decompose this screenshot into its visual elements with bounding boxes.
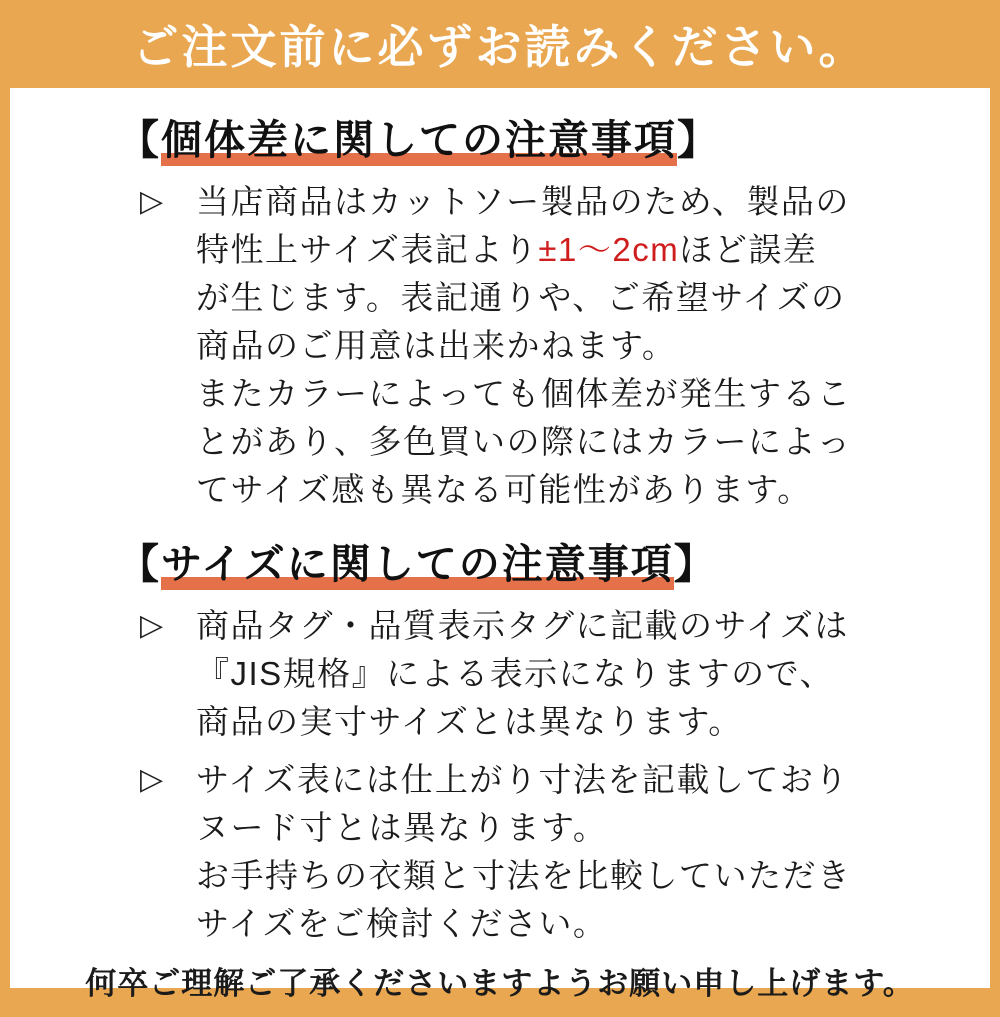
text-line: 商品タグ・品質表示タグに記載のサイズは bbox=[196, 607, 849, 644]
section-heading-kotaisa bbox=[118, 114, 910, 166]
text-line: てサイズ感も異なる可能性があります。 bbox=[196, 471, 812, 508]
banner-title: ご注文前に必ずお読みください。 bbox=[132, 21, 868, 73]
text-segment: ほど誤差 bbox=[679, 231, 818, 268]
content-area bbox=[10, 88, 990, 1001]
text-segment: 特性上サイズ表記より bbox=[196, 231, 539, 268]
triangle-bullet-icon: ▷ bbox=[140, 185, 164, 218]
text-line: ヌード寸とは異なります。 bbox=[196, 809, 608, 846]
notice-bullet-3 bbox=[140, 756, 910, 948]
notice-text-2 bbox=[196, 602, 849, 746]
notice-text-3 bbox=[196, 756, 852, 948]
heading-bracket-open: 【 bbox=[118, 117, 161, 163]
text-line: 商品の実寸サイズとは異なります。 bbox=[196, 703, 743, 740]
text-line: が生じます。表記通りや、ご希望サイズの bbox=[196, 279, 846, 316]
text-line: とがあり、多色買いの際にはカラーによっ bbox=[196, 423, 852, 460]
text-line: サイズ表には仕上がり寸法を記載しており bbox=[196, 761, 849, 798]
text-line bbox=[196, 226, 852, 274]
heading-bracket-open: 【 bbox=[118, 541, 161, 587]
heading-bracket-close: 】 bbox=[673, 541, 717, 587]
notice-bullet-2 bbox=[140, 602, 910, 746]
heading-bracket-close: 】 bbox=[677, 117, 720, 163]
text-line: お手持ちの衣類と寸法を比較していただき bbox=[196, 857, 852, 894]
highlight-red-text: ±1〜2cm bbox=[538, 231, 680, 268]
text-line: サイズをご検討ください。 bbox=[196, 905, 608, 942]
section-heading-size bbox=[118, 538, 910, 590]
triangle-bullet-icon: ▷ bbox=[140, 609, 164, 642]
top-banner bbox=[0, 0, 1000, 88]
notice-text-1 bbox=[196, 178, 852, 514]
text-line: 商品のご用意は出来かねます。 bbox=[196, 327, 677, 364]
footer-note: 何卒ご理解ご了承くださいますようお願い申し上げます。 bbox=[85, 966, 915, 1001]
heading-label: サイズに関しての注意事項 bbox=[161, 541, 674, 590]
notice-bullet-1 bbox=[140, 178, 910, 514]
text-line: 当店商品はカットソー製品のため、製品の bbox=[196, 183, 850, 220]
text-line: 『JIS規格』による表示になりますので、 bbox=[196, 655, 835, 692]
heading-label: 個体差に関しての注意事項 bbox=[161, 117, 677, 166]
text-line: またカラーによっても個体差が発生するこ bbox=[196, 375, 852, 412]
triangle-bullet-icon: ▷ bbox=[140, 763, 164, 796]
